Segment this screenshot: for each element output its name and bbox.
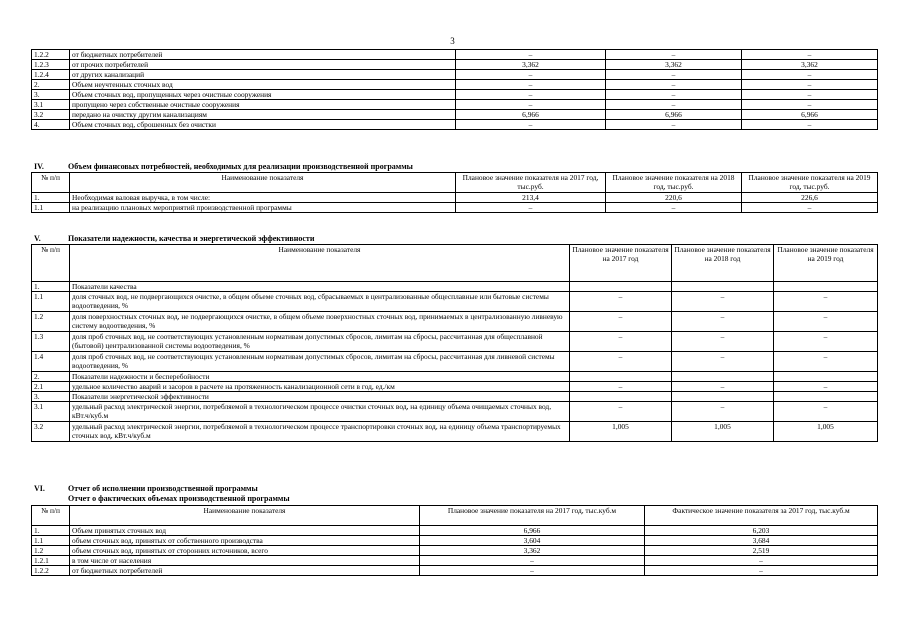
value-cell: – <box>570 332 672 352</box>
reliability-table <box>31 244 878 442</box>
page-number: 3 <box>450 36 455 46</box>
section-5-title: Показатели надежности, качества и энергетической эффективности <box>68 234 315 243</box>
value-cell: – <box>606 100 742 110</box>
table-row <box>32 203 878 213</box>
value-cell <box>774 372 878 382</box>
row-number-cell: 3.1 <box>32 402 70 422</box>
section-6-heading <box>34 484 258 493</box>
value-cell: – <box>570 292 672 312</box>
value-cell: 3,684 <box>645 536 878 546</box>
value-cell: 3,362 <box>606 60 742 70</box>
value-cell: – <box>774 312 878 332</box>
table-row <box>32 50 878 60</box>
table-row <box>32 120 878 130</box>
row-number-cell: 1.3 <box>32 332 70 352</box>
value-cell: 1,005 <box>570 422 672 442</box>
row-number-cell: 1.2 <box>32 546 70 556</box>
section-4-number: IV. <box>34 162 44 171</box>
table-row <box>32 382 878 392</box>
value-cell: 6,966 <box>456 110 606 120</box>
header-cell: Наименование показателя <box>70 506 420 526</box>
value-cell: – <box>672 382 774 392</box>
value-cell: – <box>742 203 878 213</box>
row-number-cell: 1. <box>32 282 70 292</box>
table-row <box>32 422 878 442</box>
row-number-cell: 2. <box>32 372 70 382</box>
row-number-cell: 3. <box>32 392 70 402</box>
value-cell: – <box>456 100 606 110</box>
value-cell <box>774 392 878 402</box>
value-cell: – <box>456 120 606 130</box>
section-5-heading <box>34 234 314 243</box>
indicator-name-cell: Необходимая валовая выручка, в том числе: <box>70 193 456 203</box>
value-cell: – <box>570 312 672 332</box>
table-row <box>32 536 878 546</box>
section-4-heading <box>34 162 413 171</box>
value-cell: – <box>672 312 774 332</box>
value-cell: 226,6 <box>742 193 878 203</box>
row-number-cell: 4. <box>32 120 70 130</box>
row-number-cell: 3. <box>32 90 70 100</box>
header-cell: Фактическое значение показателя за 2017 год, тыс.куб.м <box>645 506 878 526</box>
table-row <box>32 282 878 292</box>
header-cell: Плановое значение показателя на 2019 год <box>774 245 878 282</box>
header-row <box>32 245 878 282</box>
header-cell: Плановое значение показателя на 2017 год <box>570 245 672 282</box>
value-cell: – <box>672 352 774 372</box>
row-number-cell: 2. <box>32 80 70 90</box>
header-row <box>32 506 878 526</box>
table-row <box>32 110 878 120</box>
row-number-cell: 1.2.4 <box>32 70 70 80</box>
header-row <box>32 173 878 193</box>
table-row <box>32 292 878 312</box>
table-row <box>32 546 878 556</box>
indicator-name-cell: доля поверхностных сточных вод, не подвергающихся очистке, в общем объеме поверхностных сточных вод, принимаемых в централизованную ливневую систему водоотведения, % <box>70 312 570 332</box>
row-number-cell: 1.1 <box>32 203 70 213</box>
table-row <box>32 352 878 372</box>
value-cell: 6,966 <box>742 110 878 120</box>
value-cell <box>570 372 672 382</box>
row-number-cell: 1.2.2 <box>32 50 70 60</box>
value-cell: – <box>742 90 878 100</box>
indicator-name-cell: Объем неучтенных сточных вод <box>70 80 456 90</box>
row-number-cell: 1. <box>32 526 70 536</box>
header-cell: Плановое значение показателя на 2017 год, тыс.куб.м <box>420 506 645 526</box>
table-row <box>32 193 878 203</box>
header-cell: Наименование показателя <box>70 173 456 193</box>
indicator-name-cell: в том числе от населения <box>70 556 420 566</box>
value-cell: 213,4 <box>456 193 606 203</box>
value-cell: 3,604 <box>420 536 645 546</box>
indicator-name-cell: от бюджетных потребителей <box>70 566 420 576</box>
indicator-name-cell: Показатели качества <box>70 282 570 292</box>
value-cell: – <box>645 566 878 576</box>
table-row <box>32 402 878 422</box>
header-cell: № п/п <box>32 506 70 526</box>
indicator-name-cell: Показатели энергетической эффективности <box>70 392 570 402</box>
value-cell: 220,6 <box>606 193 742 203</box>
table-row <box>32 90 878 100</box>
value-cell: – <box>645 556 878 566</box>
section-6-subtitle <box>68 494 290 503</box>
value-cell: – <box>742 100 878 110</box>
value-cell: – <box>456 80 606 90</box>
indicator-name-cell: удельный расход электрической энергии, потребляемой в технологическом процессе транспортировки сточных вод, на единицу объема транспортируемых сточных вод, кВт.ч/куб.м <box>70 422 570 442</box>
row-number-cell: 3.2 <box>32 422 70 442</box>
section-6-number: VI. <box>34 484 45 493</box>
header-cell: Плановое значение показателя на 2019 год, тыс.руб. <box>742 173 878 193</box>
value-cell: 1,005 <box>672 422 774 442</box>
value-cell: 3,362 <box>456 60 606 70</box>
value-cell: – <box>774 402 878 422</box>
table-row <box>32 556 878 566</box>
header-cell: Плановое значение показателя на 2018 год, тыс.руб. <box>606 173 742 193</box>
value-cell: – <box>742 70 878 80</box>
value-cell <box>672 282 774 292</box>
table-row <box>32 80 878 90</box>
value-cell <box>672 392 774 402</box>
indicator-name-cell: на реализацию плановых мероприятий производственной программы <box>70 203 456 213</box>
section-6-subtitle-text: Отчет о фактических объемах производственной программы <box>68 494 290 503</box>
indicator-name-cell: объем сточных вод, принятых от собственного производства <box>70 536 420 546</box>
value-cell: – <box>456 50 606 60</box>
reliability-table-body <box>32 245 878 442</box>
value-cell: – <box>420 556 645 566</box>
indicator-name-cell: пропущено через собственные очистные сооружения <box>70 100 456 110</box>
header-cell: Плановое значение показателя на 2018 год <box>672 245 774 282</box>
row-number-cell: 1.1 <box>32 292 70 312</box>
finance-table-body <box>32 173 878 213</box>
row-number-cell: 1. <box>32 193 70 203</box>
indicator-name-cell: от других канализаций <box>70 70 456 80</box>
value-cell: 2,519 <box>645 546 878 556</box>
indicator-name-cell: Объем сточных вод, пропущенных через очистные сооружения <box>70 90 456 100</box>
indicator-name-cell: доля проб сточных вод, не соответствующих установленным нормативам допустимых сбросов, лимитам на сбросы, рассчитанная для общесплавной (бытовой) централизованной системы водоотведения, % <box>70 332 570 352</box>
row-number-cell: 3.1 <box>32 100 70 110</box>
value-cell <box>774 282 878 292</box>
row-number-cell: 1.2.3 <box>32 60 70 70</box>
value-cell <box>672 372 774 382</box>
finance-table <box>31 172 878 213</box>
indicator-name-cell: объем сточных вод, принятых от сторонних источников, всего <box>70 546 420 556</box>
row-number-cell: 1.2 <box>32 312 70 332</box>
table-row <box>32 332 878 352</box>
value-cell: – <box>774 352 878 372</box>
table-row <box>32 100 878 110</box>
continuation-table <box>31 49 878 130</box>
value-cell: – <box>606 90 742 100</box>
table-row <box>32 566 878 576</box>
value-cell: – <box>774 332 878 352</box>
value-cell: – <box>672 402 774 422</box>
value-cell: – <box>456 90 606 100</box>
value-cell: – <box>570 382 672 392</box>
table-row <box>32 526 878 536</box>
table-row <box>32 70 878 80</box>
header-cell: Наименование показателя <box>70 245 570 282</box>
value-cell: – <box>774 292 878 312</box>
value-cell: – <box>672 292 774 312</box>
value-cell: – <box>742 50 878 60</box>
header-cell: Плановое значение показателя на 2017 год, тыс.руб. <box>456 173 606 193</box>
row-number-cell: 1.2.2 <box>32 566 70 576</box>
value-cell: – <box>742 80 878 90</box>
value-cell: – <box>456 70 606 80</box>
indicator-name-cell: Объем принятых сточных вод <box>70 526 420 536</box>
row-number-cell: 1.2.1 <box>32 556 70 566</box>
value-cell: 1,005 <box>774 422 878 442</box>
value-cell <box>570 392 672 402</box>
indicator-name-cell: удельный расход электрической энергии, потребляемой в технологическом процессе очистки сточных вод, на единицу объема очищаемых сточных вод, кВт.ч/куб.м <box>70 402 570 422</box>
value-cell <box>570 282 672 292</box>
indicator-name-cell: от бюджетных потребителей <box>70 50 456 60</box>
table-row <box>32 372 878 382</box>
section-5-number: V. <box>34 234 41 243</box>
actual-volumes-table-body <box>32 506 878 576</box>
value-cell: – <box>570 352 672 372</box>
indicator-name-cell: Объем сточных вод, сброшенных без очистки <box>70 120 456 130</box>
indicator-name-cell: доля проб сточных вод, не соответствующих установленным нормативам допустимых сбросов, лимитам на сбросы, рассчитанная для ливневой системы водоотведения, % <box>70 352 570 372</box>
header-cell: № п/п <box>32 173 70 193</box>
value-cell: 3,362 <box>742 60 878 70</box>
indicator-name-cell: передано на очистку другим канализациям <box>70 110 456 120</box>
value-cell: – <box>456 203 606 213</box>
value-cell: – <box>774 382 878 392</box>
table-row <box>32 312 878 332</box>
value-cell: – <box>420 566 645 576</box>
row-number-cell: 1.4 <box>32 352 70 372</box>
value-cell: – <box>606 80 742 90</box>
value-cell: – <box>672 332 774 352</box>
indicator-name-cell: от прочих потребителей <box>70 60 456 70</box>
continuation-table-body <box>32 50 878 130</box>
indicator-name-cell: доля сточных вод, не подвергающихся очистке, в общем объеме сточных вод, сбрасываемых в централизованные общесплавные или бытовые системы водоотведения, % <box>70 292 570 312</box>
value-cell: – <box>606 203 742 213</box>
value-cell: 3,362 <box>420 546 645 556</box>
header-cell: № п/п <box>32 245 70 282</box>
row-number-cell: 2.1 <box>32 382 70 392</box>
value-cell: 6,966 <box>606 110 742 120</box>
row-number-cell: 3.2 <box>32 110 70 120</box>
value-cell: 6,966 <box>420 526 645 536</box>
indicator-name-cell: Показатели надежности и бесперебойности <box>70 372 570 382</box>
value-cell: – <box>606 50 742 60</box>
value-cell: – <box>570 402 672 422</box>
table-row <box>32 392 878 402</box>
row-number-cell: 1.1 <box>32 536 70 546</box>
actual-volumes-table <box>31 505 878 576</box>
value-cell: – <box>606 70 742 80</box>
table-row <box>32 60 878 70</box>
section-4-title: Объем финансовых потребностей, необходимых для реализации производственной программы <box>68 162 413 171</box>
value-cell: – <box>742 120 878 130</box>
value-cell: 6,203 <box>645 526 878 536</box>
value-cell: – <box>606 120 742 130</box>
indicator-name-cell: удельное количество аварий и засоров в расчете на протяженность канализационной сети в год, ед./км <box>70 382 570 392</box>
section-6-title: Отчет об исполнении производственной программы <box>68 484 258 493</box>
